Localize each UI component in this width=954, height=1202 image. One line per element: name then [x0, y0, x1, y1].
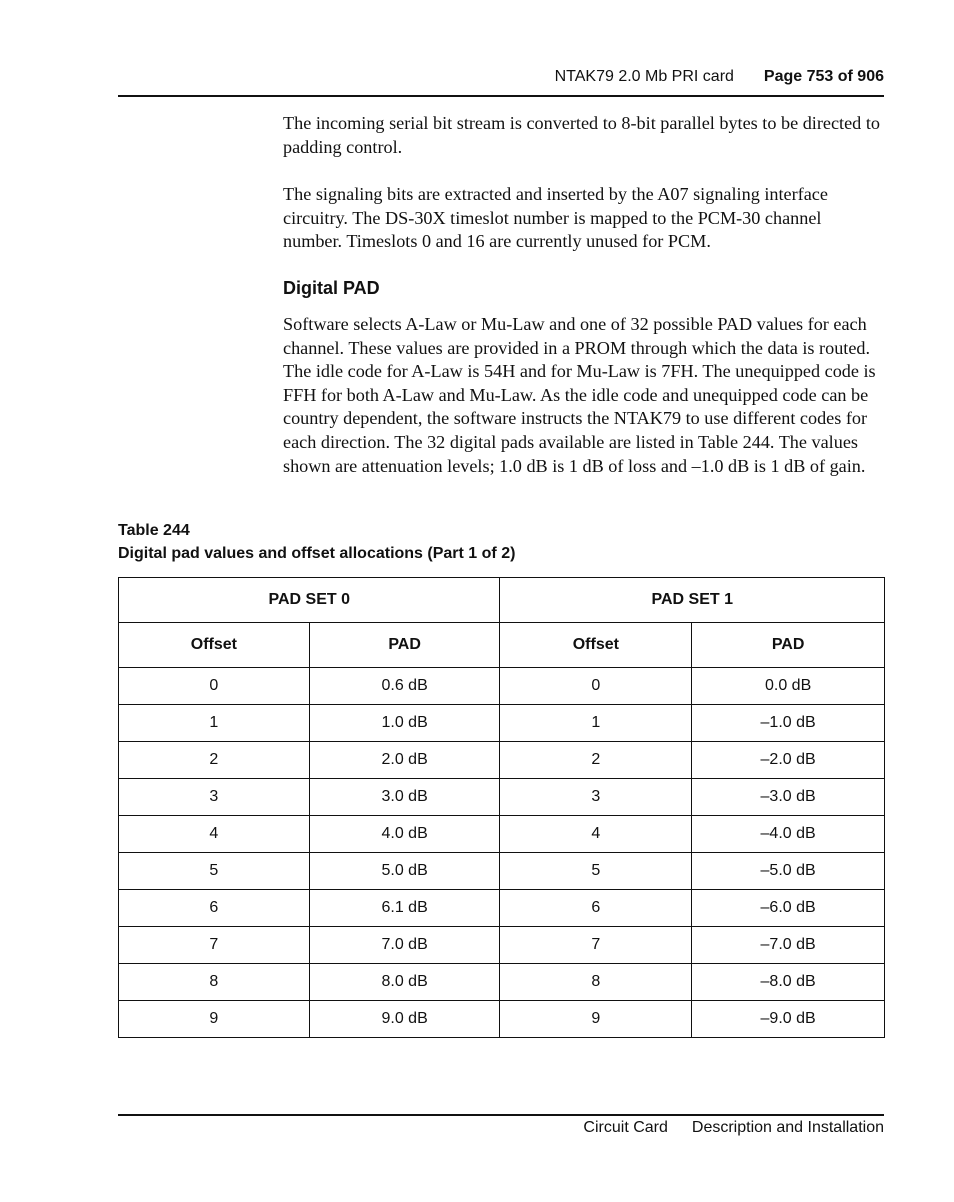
- table-cell: –9.0 dB: [692, 1001, 885, 1038]
- table-cell: 1: [500, 705, 692, 742]
- section-paragraph: Software selects A-Law or Mu-Law and one of 32 possible PAD values for each channel. These values are provided in a PROM through which the data is routed. The idle code for A-Law is 54H and for Mu-Law is 7FH. The unequipped code is FFH for both A-Law and Mu-Law. As the idle code and unequipped code can be country dependent, the software instructs the NTAK79 to use different codes for each direction. The 32 digital pads available are listed in Table 244. The values shown are attenuation levels; 1.0 dB is 1 dB of loss and –1.0 dB is 1 dB of gain.: [283, 314, 876, 476]
- table-cell: 5.0 dB: [309, 853, 500, 890]
- table-cell: 0: [119, 668, 310, 705]
- table-cell: 8.0 dB: [309, 964, 500, 1001]
- table-cell: 0.0 dB: [692, 668, 885, 705]
- table-row: [119, 964, 885, 1001]
- table-cell: 2: [500, 742, 692, 779]
- table-number: Table 244: [118, 522, 190, 539]
- footer-section-label: Circuit Card: [583, 1119, 668, 1136]
- table-cell: 2: [119, 742, 310, 779]
- footer-rule: [118, 1114, 884, 1116]
- pad-values-table: [118, 577, 885, 1038]
- table-cell: 0.6 dB: [309, 668, 500, 705]
- table-row: [119, 1001, 885, 1038]
- header-rule: [118, 95, 884, 97]
- document-title: NTAK79 2.0 Mb PRI card: [554, 68, 734, 85]
- table-cell: 8: [119, 964, 310, 1001]
- table-cell: 7.0 dB: [309, 927, 500, 964]
- table-cell: 6: [500, 890, 692, 927]
- table-cell: 4: [119, 816, 310, 853]
- table-cell: –4.0 dB: [692, 816, 885, 853]
- table-row: [119, 853, 885, 890]
- table-row: [119, 742, 885, 779]
- table-cell: 7: [500, 927, 692, 964]
- page-header: [118, 66, 884, 88]
- table-cell: 9: [119, 1001, 310, 1038]
- group-header-pad-set-1: PAD SET 1: [500, 578, 885, 623]
- table-row: [119, 890, 885, 927]
- table-group-header-row: [119, 578, 885, 623]
- table-cell: 1: [119, 705, 310, 742]
- column-header-offset: Offset: [500, 623, 692, 668]
- column-header-pad: PAD: [309, 623, 500, 668]
- table-row: [119, 705, 885, 742]
- table-cell: 3.0 dB: [309, 779, 500, 816]
- group-header-pad-set-0: PAD SET 0: [119, 578, 500, 623]
- column-header-offset: Offset: [119, 623, 310, 668]
- table-cell: 9.0 dB: [309, 1001, 500, 1038]
- table-cell: 8: [500, 964, 692, 1001]
- table-row: [119, 816, 885, 853]
- body-paragraph-1: The incoming serial bit stream is converted to 8-bit parallel bytes to be directed to padding control.: [283, 113, 880, 157]
- table-caption: [118, 520, 515, 565]
- table-cell: 2.0 dB: [309, 742, 500, 779]
- table-cell: 4.0 dB: [309, 816, 500, 853]
- page-footer: [118, 1117, 884, 1139]
- table-cell: 3: [500, 779, 692, 816]
- table-cell: –8.0 dB: [692, 964, 885, 1001]
- table-cell: 1.0 dB: [309, 705, 500, 742]
- table-cell: –7.0 dB: [692, 927, 885, 964]
- table-cell: 5: [500, 853, 692, 890]
- table-cell: 6.1 dB: [309, 890, 500, 927]
- section-heading: Digital PAD: [283, 278, 380, 298]
- table-cell: 3: [119, 779, 310, 816]
- table-cell: –3.0 dB: [692, 779, 885, 816]
- table-cell: 0: [500, 668, 692, 705]
- table-cell: 7: [119, 927, 310, 964]
- table-title: Digital pad values and offset allocations (Part 1 of 2): [118, 544, 516, 562]
- table-row: [119, 779, 885, 816]
- footer-book-title: Description and Installation: [691, 1119, 884, 1136]
- table-cell: –1.0 dB: [692, 705, 885, 742]
- table-row: [119, 668, 885, 705]
- table-row: [119, 927, 885, 964]
- table-cell: –6.0 dB: [692, 890, 885, 927]
- table-cell: –2.0 dB: [692, 742, 885, 779]
- table-cell: –5.0 dB: [692, 853, 885, 890]
- table-cell: 4: [500, 816, 692, 853]
- column-header-pad: PAD: [692, 623, 885, 668]
- table-cell: 6: [119, 890, 310, 927]
- table-cell: 5: [119, 853, 310, 890]
- page-number: Page 753 of 906: [763, 68, 884, 85]
- table-column-header-row: [119, 623, 885, 668]
- body-paragraph-2: The signaling bits are extracted and inserted by the A07 signaling interface circuitry. The DS-30X timeslot number is mapped to the PCM-30 channel number. Timeslots 0 and 16 are currently unused for PCM.: [283, 184, 828, 252]
- table-cell: 9: [500, 1001, 692, 1038]
